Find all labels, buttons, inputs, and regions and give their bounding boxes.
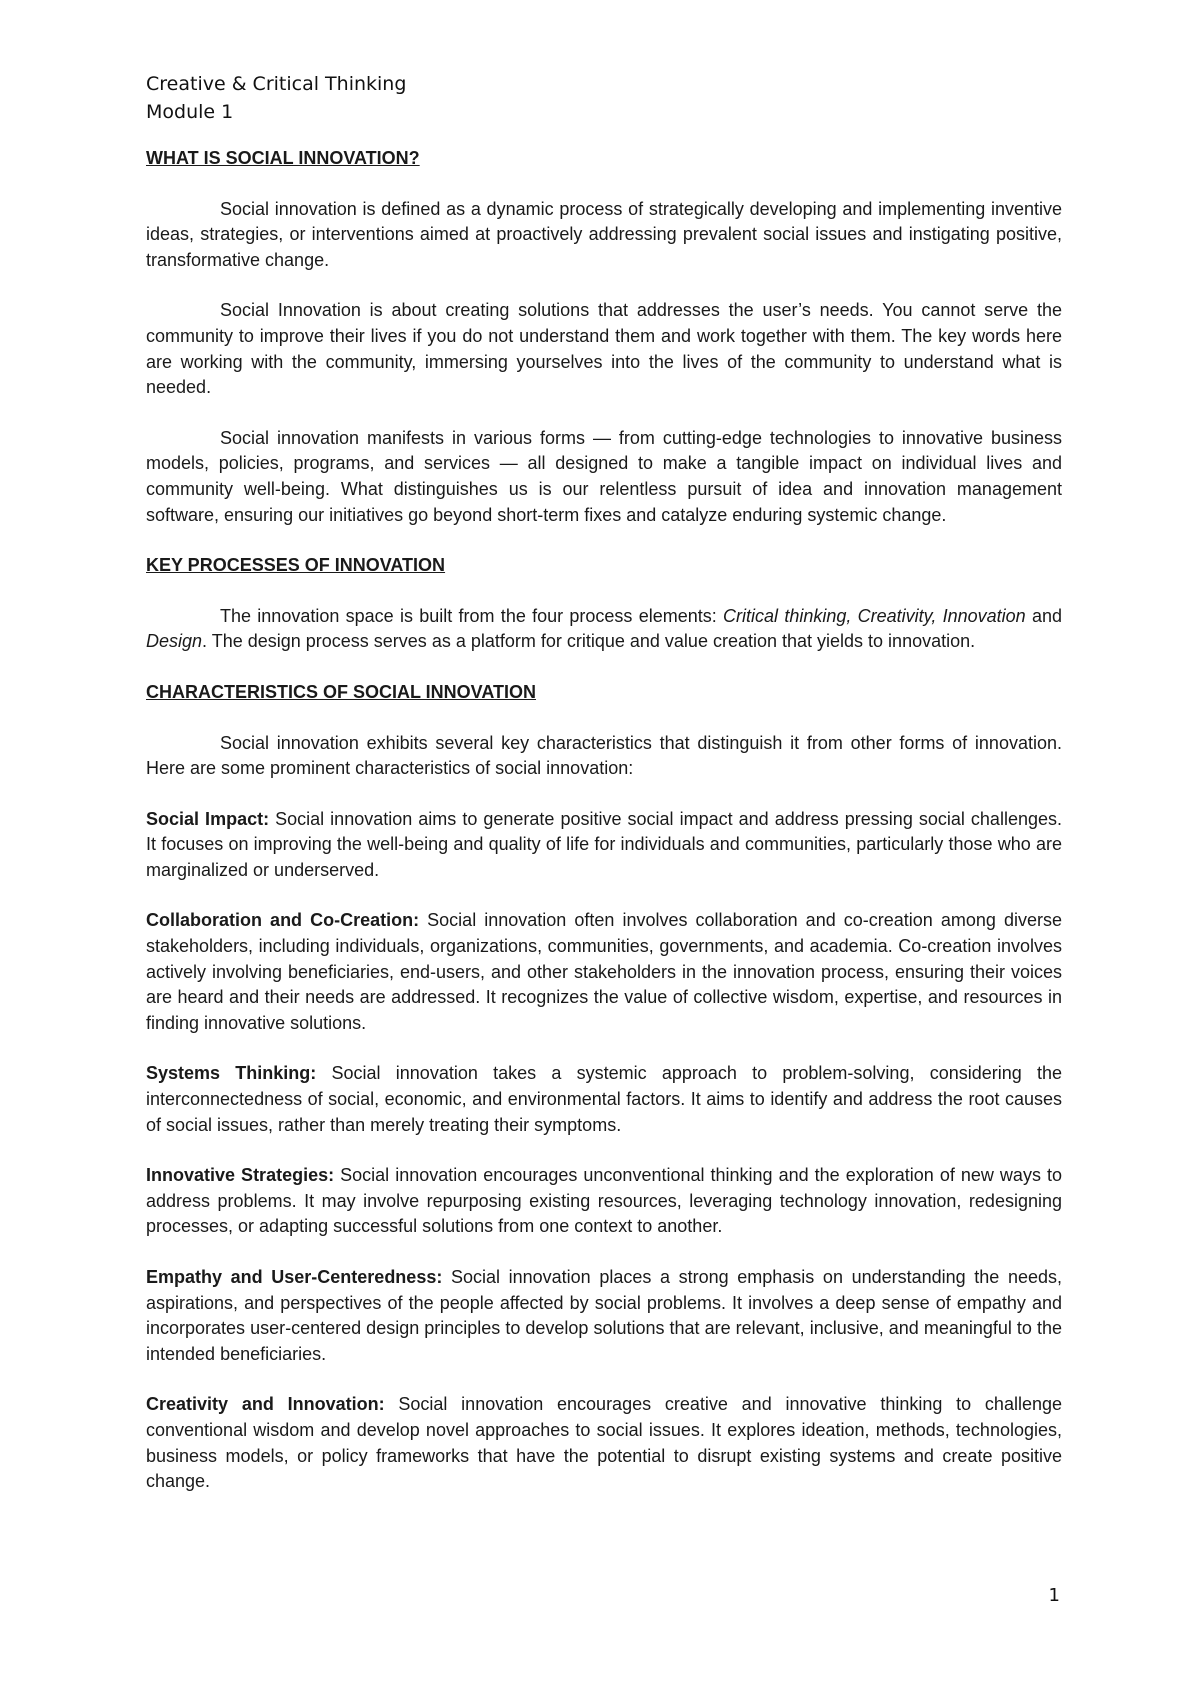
section-heading-characteristics: CHARACTERISTICS OF SOCIAL INNOVATION [146,681,537,702]
paragraph: Social innovation exhibits several key characteristics that distinguish it from other forms of innovation. Here are some prominent characteristics of social innovation: [146,732,1062,779]
characteristic-text: Social innovation often involves collaboration and co-creation among diverse stakeholders, including individuals, organizations, communities, governments, and academia. Co-creation involves actively involving beneficiaries, end-users, and other stakeholders in the innovation process, ensuring their voices are heard and their needs are addressed. It recognizes the value of collective wisdom, expertise, and resources in finding innovative solutions. [146,910,1062,1033]
characteristic-innovative-strategies [146,1163,1062,1240]
paragraph-process-elements [146,604,1062,655]
section-heading-what-is-social-innovation: WHAT IS SOCIAL INNOVATION? [146,148,420,168]
characteristic-term: Innovative Strategies: [146,1165,335,1186]
paragraph: Social innovation is defined as a dynamic process of strategically developing and implementing inventive ideas, strategies, or interventions aimed at proactively addressing prevalent social issues and instigating positive, transformative change. [146,198,1062,270]
process-elements-list: Critical thinking, Creativity, Innovation [723,605,1026,626]
characteristic-text: Social innovation takes a systemic approach to problem-solving, considering the interconnectedness of social, economic, and environmental factors. It aims to identify and address the root causes of social issues, rather than merely treating their symptoms. [146,1063,1063,1135]
text-run: and [1025,605,1062,626]
characteristic-systems-thinking [146,1061,1062,1138]
characteristic-social-impact [146,807,1062,884]
characteristic-text: Social innovation encourages unconventional thinking and the exploration of new ways to address problems. It may involve repurposing existing resources, leveraging technology innovation, redesigning processes, or adapting successful solutions from one context to another. [146,1165,1062,1237]
text-run: . The design process serves as a platform for critique and value creation that yields to innovation. [202,631,976,652]
characteristic-text: Social innovation places a strong emphasis on understanding the needs, aspirations, and perspectives of the people affected by social problems. It involves a deep sense of empathy and incorporates user-centered design principles to develop solutions that are relevant, inclusive, and meaningful to the intended beneficiaries. [146,1267,1062,1364]
page-number: 1 [1048,1585,1060,1606]
characteristic-term: Collaboration and Co-Creation: [146,910,420,931]
characteristic-collaboration [146,908,1062,1036]
section-heading-key-processes: KEY PROCESSES OF INNOVATION [146,555,446,576]
characteristic-text: Social innovation aims to generate positive social impact and address pressing social challenges. It focuses on improving the well-being and quality of life for individuals and communities, particularly those who are marginalized or underserved. [146,808,1062,880]
characteristic-term: Systems Thinking: [146,1063,317,1084]
characteristic-text: Social innovation encourages creative and innovative thinking to challenge conventional wisdom and develop novel approaches to social issues. It explores ideation, methods, technologies, business models, or policy frameworks that have the potential to disrupt existing systems and create positive change. [146,1394,1062,1492]
page-header [146,70,406,126]
design-term: Design [146,631,203,652]
characteristic-empathy [146,1265,1062,1367]
characteristic-term: Social Impact: [146,808,270,829]
paragraph: Social Innovation is about creating solutions that addresses the user’s needs. You cannot serve the community to improve their lives if you do not understand them and work together with them. The key words here are working with the community, immersing yourselves into the lives of the community to understand what is needed. [146,300,1062,398]
characteristic-term: Creativity and Innovation: [146,1394,385,1415]
text-run: The innovation space is built from the four process elements: [220,605,724,626]
document-body [146,146,1062,1520]
characteristic-term: Empathy and User-Centeredness: [146,1267,443,1287]
module-label: Module 1 [146,101,234,123]
paragraph: Social innovation manifests in various forms — from cutting-edge technologies to innovative business models, policies, programs, and services — all designed to make a tangible impact on individual lives and community well-being. What distinguishes us is our relentless pursuit of idea and innovation management software, ensuring our initiatives go beyond short-term fixes and catalyze enduring systemic change. [146,427,1062,525]
course-title: Creative & Critical Thinking [146,73,407,95]
characteristic-creativity [146,1392,1062,1494]
